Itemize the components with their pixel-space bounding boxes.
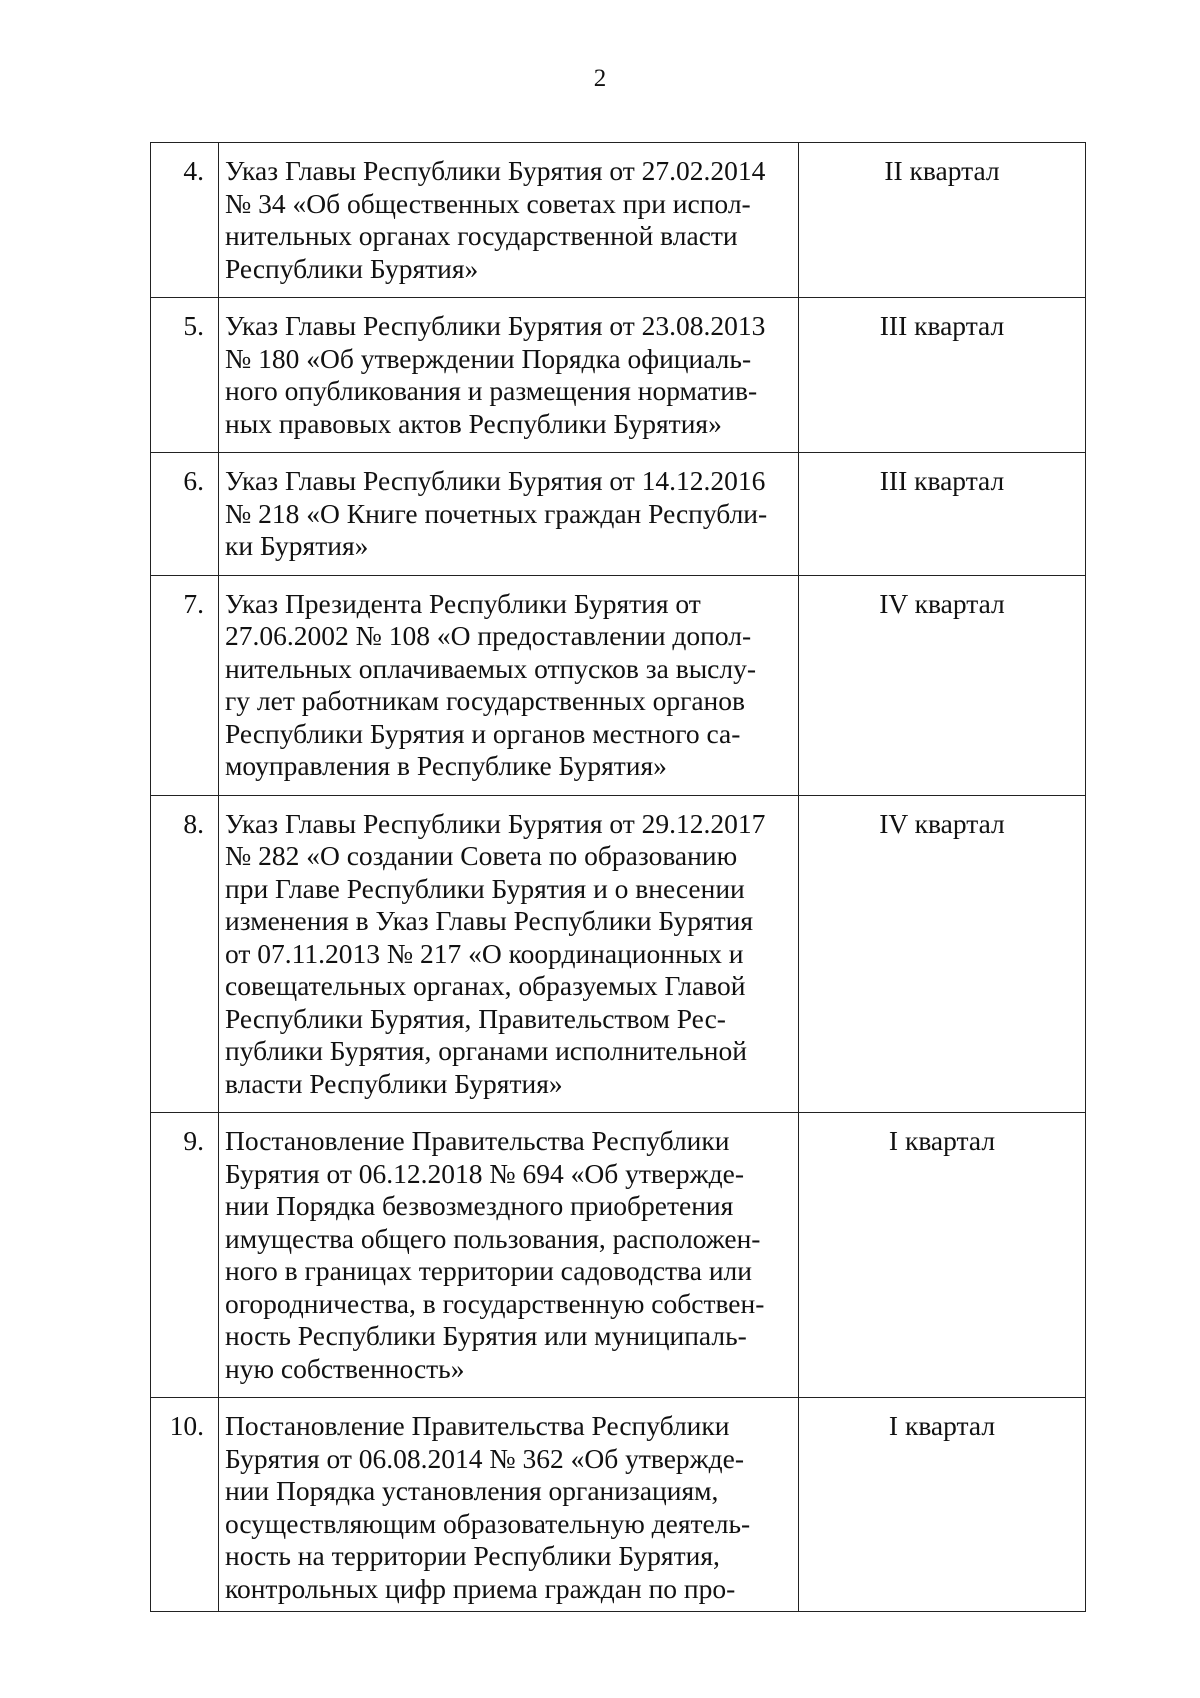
- document-title-line: имущества общего пользования, расположен-: [225, 1222, 761, 1254]
- document-title-line: ного в границах территории садоводства или: [225, 1255, 752, 1286]
- document-title-line: ных правовых актов Республики Бурятия»: [225, 407, 722, 439]
- document-title-line: Бурятия от 06.08.2014 № 362 «Об утвержде-: [225, 1442, 745, 1474]
- document-title-line: нительных оплачиваемых отпусков за выслу-: [225, 652, 757, 684]
- row-number: 8.: [151, 795, 219, 1113]
- document-title-line: Указ Главы Республики Бурятия от 27.02.2014: [225, 155, 766, 186]
- deadline-quarter: II квартал: [799, 143, 1086, 298]
- table-row: [151, 575, 1086, 795]
- row-number: 5.: [151, 298, 219, 453]
- table-body: [151, 143, 1086, 1612]
- document-title-line: контрольных цифр приема граждан по про-: [225, 1572, 736, 1604]
- document-title-cell: [219, 1398, 799, 1612]
- document-title-cell: [219, 143, 799, 298]
- document-title-line: осуществляющим образовательную деятель-: [225, 1507, 751, 1539]
- row-number: 10.: [151, 1398, 219, 1612]
- document-title-line: Республики Бурятия и органов местного са-: [225, 717, 741, 749]
- document-title-line: № 180 «Об утверждении Порядка официаль-: [225, 342, 752, 374]
- document-title-cell: [219, 795, 799, 1113]
- row-number: 7.: [151, 575, 219, 795]
- table-row: [151, 1398, 1086, 1612]
- document-title-line: Указ Главы Республики Бурятия от 23.08.2013: [225, 310, 766, 341]
- table-row: [151, 1113, 1086, 1398]
- table-row: [151, 453, 1086, 576]
- row-number: 6.: [151, 453, 219, 576]
- deadline-quarter: I квартал: [799, 1113, 1086, 1398]
- document-title-line: Указ Президента Республики Бурятия от: [225, 587, 701, 619]
- document-title-line: Постановление Правительства Республики: [225, 1125, 730, 1156]
- document-title-line: гу лет работникам государственных органов: [225, 685, 746, 716]
- document-title-line: от 07.11.2013 № 217 «О координационных и: [225, 937, 744, 969]
- document-title-line: № 34 «Об общественных советах при испол-: [225, 187, 751, 219]
- deadline-quarter: IV квартал: [799, 795, 1086, 1113]
- document-title-line: Указ Главы Республики Бурятия от 14.12.2016: [225, 465, 766, 496]
- row-number: 9.: [151, 1113, 219, 1398]
- document-title-line: при Главе Республики Бурятия и о внесении: [225, 872, 745, 904]
- document-title-line: Постановление Правительства Республики: [225, 1410, 730, 1441]
- document-title-cell: [219, 298, 799, 453]
- document-title-cell: [219, 575, 799, 795]
- document-title-line: нительных органах государственной власти: [225, 220, 738, 251]
- document-title-line: ного опубликования и размещения норматив-: [225, 375, 758, 406]
- document-title-line: ность Республики Бурятия или муниципаль-: [225, 1320, 747, 1351]
- table-row: [151, 298, 1086, 453]
- deadline-quarter: III квартал: [799, 298, 1086, 453]
- document-title-line: Республики Бурятия»: [225, 252, 479, 284]
- document-title-line: ную собственность»: [225, 1352, 465, 1384]
- document-title-line: публики Бурятия, органами исполнительной: [225, 1035, 747, 1066]
- document-title-line: ность на территории Республики Бурятия,: [225, 1540, 720, 1571]
- document-title-cell: [219, 453, 799, 576]
- document-title-line: Бурятия от 06.12.2018 № 694 «Об утвержде-: [225, 1157, 745, 1189]
- document-title-line: моуправления в Республике Бурятия»: [225, 750, 667, 781]
- legal-acts-table: [150, 142, 1086, 1612]
- document-title-cell: [219, 1113, 799, 1398]
- row-number: 4.: [151, 143, 219, 298]
- document-title-line: Республики Бурятия, Правительством Рес-: [225, 1002, 726, 1034]
- document-title-line: № 282 «О создании Совета по образованию: [225, 840, 738, 871]
- document-title-line: совещательных органах, образуемых Главой: [225, 970, 746, 1001]
- document-title-line: изменения в Указ Главы Республики Бурятия: [225, 905, 754, 936]
- document-title-line: нии Порядка установления организациям,: [225, 1475, 719, 1506]
- document-title-line: № 218 «О Книге почетных граждан Республи-: [225, 497, 768, 529]
- table-row: [151, 795, 1086, 1113]
- deadline-quarter: IV квартал: [799, 575, 1086, 795]
- table-row: [151, 143, 1086, 298]
- document-title-line: Указ Главы Республики Бурятия от 29.12.2017: [225, 807, 766, 839]
- document-title-line: ки Бурятия»: [225, 530, 369, 561]
- document-title-line: нии Порядка безвозмездного приобретения: [225, 1190, 734, 1221]
- document-title-line: 27.06.2002 № 108 «О предоставлении допол-: [225, 620, 752, 651]
- document-title-line: власти Республики Бурятия»: [225, 1067, 563, 1099]
- document-title-line: огородничества, в государственную собствен-: [225, 1287, 765, 1319]
- deadline-quarter: I квартал: [799, 1398, 1086, 1612]
- deadline-quarter: III квартал: [799, 453, 1086, 576]
- page-number: 2: [593, 65, 607, 92]
